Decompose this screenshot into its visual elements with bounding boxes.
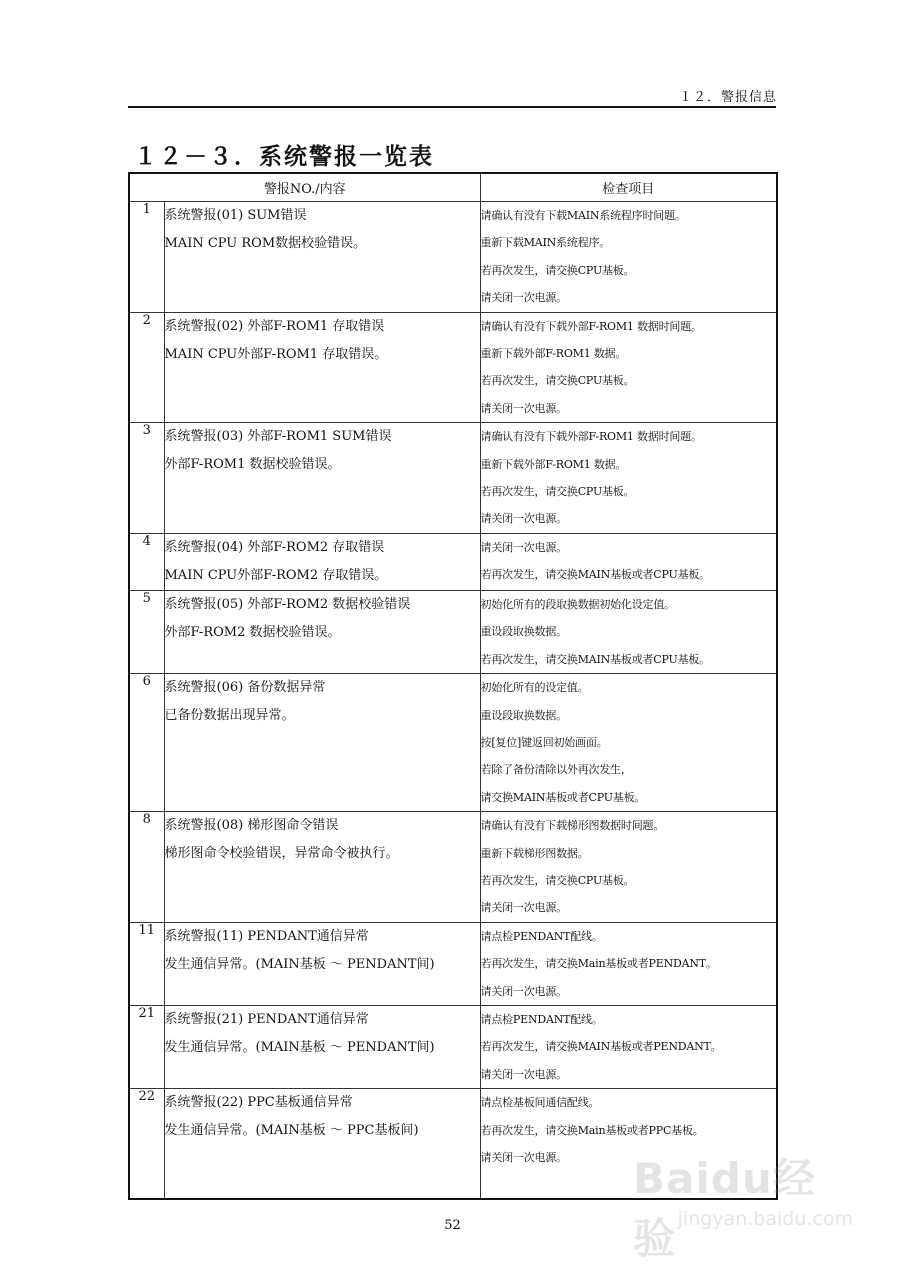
table-row (129, 812, 777, 923)
alarm-title: 系统警报(22) PPC基板通信异常 (164, 1095, 353, 1111)
check-item: 若再次发生，请交换CPU基板。 (480, 374, 635, 388)
alarm-title: 系统警报(02) 外部F-ROM1 存取错误 (164, 318, 385, 334)
check-items (480, 590, 777, 673)
table-row (129, 922, 777, 1005)
check-item: 请交换MAIN基板或者CPU基板。 (480, 790, 646, 804)
check-item: 请确认有没有下载MAIN系统程序时间题。 (480, 209, 686, 222)
alarm-description: 梯形图命令校验错误，异常命令被执行。 (164, 846, 399, 862)
alarm-description: 外部F-ROM2 数据校验错误。 (164, 624, 341, 640)
check-items (480, 423, 777, 534)
check-item: 若再次发生，请交换CPU基板。 (480, 485, 635, 499)
alarm-content (164, 674, 480, 812)
check-item: 重新下载外部F-ROM1 数据。 (480, 457, 627, 471)
check-item: 请关闭一次电源。 (480, 401, 567, 415)
alarm-description: MAIN CPU ROM数据校验错误。 (164, 236, 367, 251)
alarm-content (164, 1005, 480, 1088)
alarm-number: 21 (129, 1005, 164, 1088)
check-item: 若再次发生，请交换MAIN基板或者CPU基板。 (480, 568, 710, 582)
check-items (480, 533, 777, 590)
check-item: 若再次发生，请交换MAIN基板或者CPU基板。 (480, 652, 710, 666)
alarm-content (164, 202, 480, 313)
check-items (480, 1005, 777, 1088)
check-item: 初始化所有的设定值。 (480, 681, 589, 695)
alarm-content (164, 590, 480, 673)
alarm-number: 3 (129, 423, 164, 534)
alarm-title: 系统警报(03) 外部F-ROM1 SUM错误 (164, 429, 392, 445)
check-item: 若再次发生，请交换CPU基板。 (480, 263, 635, 277)
page-number: 52 (444, 1218, 461, 1233)
check-item: 重新下载外部F-ROM1 数据。 (480, 347, 627, 361)
alarm-number: 6 (129, 674, 164, 812)
alarm-number: 2 (129, 312, 164, 423)
alarm-description: MAIN CPU外部F-ROM2 存取错误。 (164, 567, 388, 583)
alarm-title: 系统警报(08) 梯形图命令错误 (164, 818, 339, 834)
column-header-alarm: 警报NO./内容 (129, 173, 480, 202)
check-item: 请确认有没有下载外部F-ROM1 数据时间题。 (480, 430, 702, 444)
alarm-number: 11 (129, 922, 164, 1005)
section-title: １２－３．系统警报一览表 (134, 143, 434, 170)
baidu-watermark (633, 1146, 853, 1266)
alarm-content (164, 423, 480, 534)
watermark-logo: Baidu经验 (633, 1154, 816, 1263)
check-item: 若再次发生，请交换MAIN基板或者PENDANT。 (480, 1040, 722, 1054)
check-item: 请关闭一次电源。 (480, 512, 567, 526)
check-item: 若再次发生，请交换Main基板或者PPC基板。 (480, 1123, 704, 1137)
alarm-title: 系统警报(21) PENDANT通信异常 (164, 1011, 369, 1027)
alarm-title: 系统警报(06) 备份数据异常 (164, 680, 326, 696)
check-item: 请确认有没有下载梯形图数据时间题。 (480, 819, 665, 833)
check-item: 请关闭一次电源。 (480, 1067, 567, 1081)
alarm-content (164, 1089, 480, 1199)
alarm-title: 系统警报(05) 外部F-ROM2 数据校验错误 (164, 596, 411, 612)
check-item: 若再次发生，请交换Main基板或者PENDANT。 (480, 957, 717, 971)
check-item: 重新下载梯形图数据。 (480, 846, 589, 860)
check-items (480, 812, 777, 923)
check-item: 请确认有没有下载外部F-ROM1 数据时间题。 (480, 319, 702, 333)
alarm-content (164, 922, 480, 1005)
check-item: 按[复位]键返回初始画面。 (480, 735, 608, 749)
check-item: 请点检PENDANT配线。 (480, 1012, 603, 1026)
check-item: 请关闭一次电源。 (480, 291, 567, 305)
table-row (129, 533, 777, 590)
alarm-description: 外部F-ROM1 数据校验错误。 (164, 457, 341, 473)
alarm-description: 发生通信异常。(MAIN基板 ～ PENDANT间) (164, 1039, 435, 1055)
alarm-number: 5 (129, 590, 164, 673)
check-items (480, 312, 777, 423)
header-rule (128, 106, 776, 108)
watermark-url: jingyan.baidu.com (677, 1208, 853, 1230)
check-item: 若除了备份清除以外再次发生， (480, 763, 632, 777)
check-item: 重设段取换数据。 (480, 708, 567, 722)
column-header-check: 检查项目 (480, 173, 777, 202)
check-items (480, 674, 777, 812)
table-row (129, 674, 777, 812)
table-row (129, 423, 777, 534)
check-item: 重新下载MAIN系统程序。 (480, 236, 611, 250)
check-item: 请点检PENDANT配线。 (480, 929, 603, 943)
table-row (129, 312, 777, 423)
alarm-number: 8 (129, 812, 164, 923)
alarm-description: 发生通信异常。(MAIN基板 ～ PPC基板间) (164, 1123, 419, 1139)
alarm-table (128, 172, 778, 1200)
table-row (129, 1005, 777, 1088)
check-item: 请关闭一次电源。 (480, 984, 567, 998)
alarm-number: 1 (129, 202, 164, 313)
check-item: 若再次发生，请交换CPU基板。 (480, 873, 635, 887)
check-item: 初始化所有的段取换数据初始化设定值。 (480, 597, 675, 611)
check-item: 请关闭一次电源。 (480, 901, 567, 915)
chapter-header: １２．警报信息 (678, 90, 777, 105)
alarm-content (164, 533, 480, 590)
alarm-content (164, 312, 480, 423)
table-row (129, 202, 777, 313)
alarm-title: 系统警报(01) SUM错误 (164, 208, 307, 223)
alarm-title: 系统警报(11) PENDANT通信异常 (164, 928, 369, 944)
check-items (480, 922, 777, 1005)
alarm-description: 发生通信异常。(MAIN基板 ～ PENDANT间) (164, 956, 435, 972)
alarm-description: 已备份数据出现异常。 (164, 708, 295, 724)
check-item: 重设段取换数据。 (480, 625, 567, 639)
table-header-row (129, 173, 777, 202)
alarm-number: 22 (129, 1089, 164, 1199)
alarm-table-body (129, 202, 777, 1199)
check-items (480, 202, 777, 313)
alarm-content (164, 812, 480, 923)
check-item: 请点检基板间通信配线。 (480, 1096, 600, 1110)
check-item: 请关闭一次电源。 (480, 540, 567, 554)
alarm-title: 系统警报(04) 外部F-ROM2 存取错误 (164, 539, 385, 555)
alarm-description: MAIN CPU外部F-ROM1 存取错误。 (164, 346, 388, 362)
alarm-number: 4 (129, 533, 164, 590)
check-item: 请关闭一次电源。 (480, 1151, 567, 1164)
table-row (129, 590, 777, 673)
